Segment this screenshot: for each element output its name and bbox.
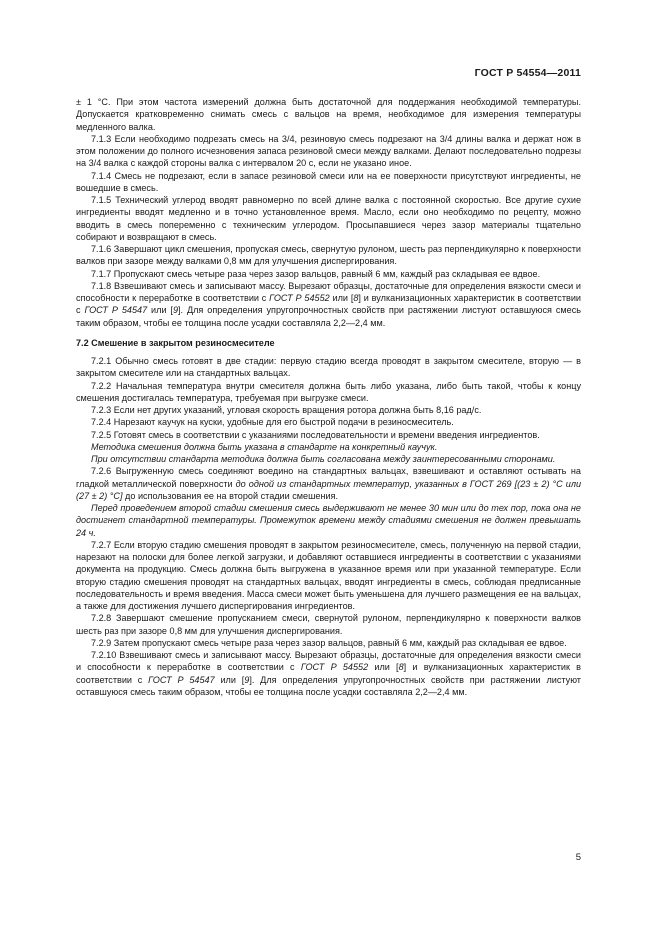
paragraph-7-2-4: 7.2.4 Нарезают каучук на куски, удобные для его быстрой подачи в резиносмеситель. <box>91 417 454 428</box>
paragraph-7-1-4: 7.1.4 Смесь не подрезают, если в запасе резиновой смеси или на ее поверхности присутствуют ингредиенты, не вошедшие в смесь. <box>76 170 581 193</box>
paragraph-intro: ± 1 °С. При этом частота измерений должна быть достаточной для поддержания необходимой температуры. Допускается кратковременно снимать смесь с вальцов на время, необходимое для измерения температуры медленного валка. <box>76 97 581 132</box>
paragraph-7-2-2: 7.2.2 Начальная температура внутри смесителя должна быть либо указана, либо быть такой, чтобы к концу смешения достигалась температура, требуемая при выгрузке смеси. <box>76 380 581 403</box>
paragraph-7-2-9: 7.2.9 Затем пропускают смесь четыре раза через зазор вальцов, равный 6 мм, каждый раз складывая ее вдвое. <box>91 637 567 648</box>
paragraph-7-1-6: 7.1.6 Завершают цикл смешения, пропуская смесь, свернутую рулоном, шесть раз перпендикулярно к поверхности валков при зазоре между валками 0,8 мм для улучшения диспергирования. <box>76 244 581 267</box>
paragraph-7-1-7: 7.1.7 Пропускают смесь четыре раза через зазор вальцов, равный 6 мм, каждый раз складывая ее вдвое. <box>91 268 541 279</box>
paragraph-7-1-8: 7.1.8 Взвешивают смесь и записывают массу. Вырезают образцы, достаточные для определения вязкости смеси и способности к переработке в соответствии с ГОСТ Р 54552 или [8] и вулканизационных характеристик в соответствии с ГОСТ Р 54547 или [9]. Для определения упругопрочностных свойств при растяжении листуют оставшуюся смесь таким образом, чтобы ее толщина после усадки составляла 2,2—2,4 мм. <box>76 280 581 328</box>
paragraph-7-2-6: 7.2.6 Выгруженную смесь соединяют воедино на стандартных вальцах, взвешивают и оставляют остывать на гладкой металлической поверхности до одной из стандартных температур, указанных в ГОСТ 269 [(23 ± 2) °С или (27 ± 2) °С] до использования ее на второй стадии смешения. <box>76 466 582 501</box>
section-heading-7-2: 7.2 Смешение в закрытом резиносмесителе <box>76 337 275 348</box>
paragraph-7-2-1: 7.2.1 Обычно смесь готовят в две стадии: первую стадию всегда проводят в закрытом смесителе, вторую — в закрытом смесителе или на стандартных вальцах. <box>76 356 581 379</box>
reference-gost-54547: ГОСТ Р 54547 <box>84 305 148 316</box>
reference-gost-54552: ГОСТ Р 54552 <box>269 293 330 303</box>
reference-gost-54552: ГОСТ Р 54552 <box>300 662 369 673</box>
paragraph-7-2-3: 7.2.3 Если нет других указаний, угловая скорость вращения ротора должна быть 8,16 рад/с. <box>91 405 482 415</box>
note-conditioning: Перед проведением второй стадии смешения смесь выдерживают не менее 30 мин или до тех пор, пока она не достигнет стандартной температуры. Промежуток времени между стадиями смешения не должен превышать 24 ч. <box>76 503 581 538</box>
paragraph-7-2-10: 7.2.10 Взвешивают смесь и записывают массу. Вырезают образцы, достаточные для определения вязкости смеси и способности к переработке в соответствии с ГОСТ Р 54552 или [8] и вулканизационных характеристик в соответствии с ГОСТ Р 54547 или [9]. Для определения упругопрочностных свойств при растяжении листуют оставшуюся смесь таким образом, чтобы ее толщина после усадки составляла 2,2—2,4 мм. <box>76 650 582 697</box>
paragraph-7-2-5: 7.2.5 Готовят смесь в соответствии с указаниями последовательности и времени введения ингредиентов. <box>91 429 540 440</box>
page-number: 5 <box>575 852 581 863</box>
document-header: ГОСТ Р 54554—2011 <box>474 67 581 79</box>
document-body <box>76 96 581 698</box>
paragraph-7-2-8: 7.2.8 Завершают смешение пропусканием смеси, свернутой рулоном, перпендикулярно к поверхности валков шесть раз при зазоре 0,8 мм для улучшения диспергирования. <box>76 613 581 636</box>
paragraph-7-2-7: 7.2.7 Если вторую стадию смешения проводят в закрытом резиносмесителе, смесь, полученную на первой стадии, нарезают на полоски для более легкой загрузки, и добавляют оставшиеся ингредиенты в соответствии с указаниями документа на продукцию. Смесь должна быть выгружена в указанное время или при указанной температуре. Если вторую стадию смешения проводят на стандартных вальцах, вводят ингредиенты в смесь, соблюдая предписанные последовательность и время введения. Масса смеси может быть уменьшена для лучшего размещения ее на вальцах, а также для достижения лучшего диспергирования ингредиентов. <box>76 539 581 611</box>
reference-gost-54547: ГОСТ Р 54547 <box>148 674 215 685</box>
paragraph-7-1-3: 7.1.3 Если необходимо подрезать смесь на 3/4, резиновую смесь подрезают на 3/4 длины валка и держат нож в этом положении до полного исчезновения запаса резиновой смеси между валками. Делают последовательно подрезы на 3/4 валка с каждой стороны валка с интервалом 20 с, если не указано иное. <box>76 133 581 169</box>
paragraph-7-1-5: 7.1.5 Технический углерод вводят равномерно по всей длине валка с постоянной скоростью. Все другие сухие ингредиенты вводят медленно и в точно установленное время. Масло, если оно необходимо по рецепту, можно вводить в смесь попеременно с техническим углеродом. Просыпавшиеся через зазор материалы тщательно собирают и возвращают в смесь. <box>76 195 581 242</box>
note-agreement: При отсутствии стандарта методика должна быть согласована между заинтересованными сторонами. <box>91 454 556 464</box>
note-methodology: Методика смешения должна быть указана в стандарте на конкретный каучук. <box>91 441 438 452</box>
